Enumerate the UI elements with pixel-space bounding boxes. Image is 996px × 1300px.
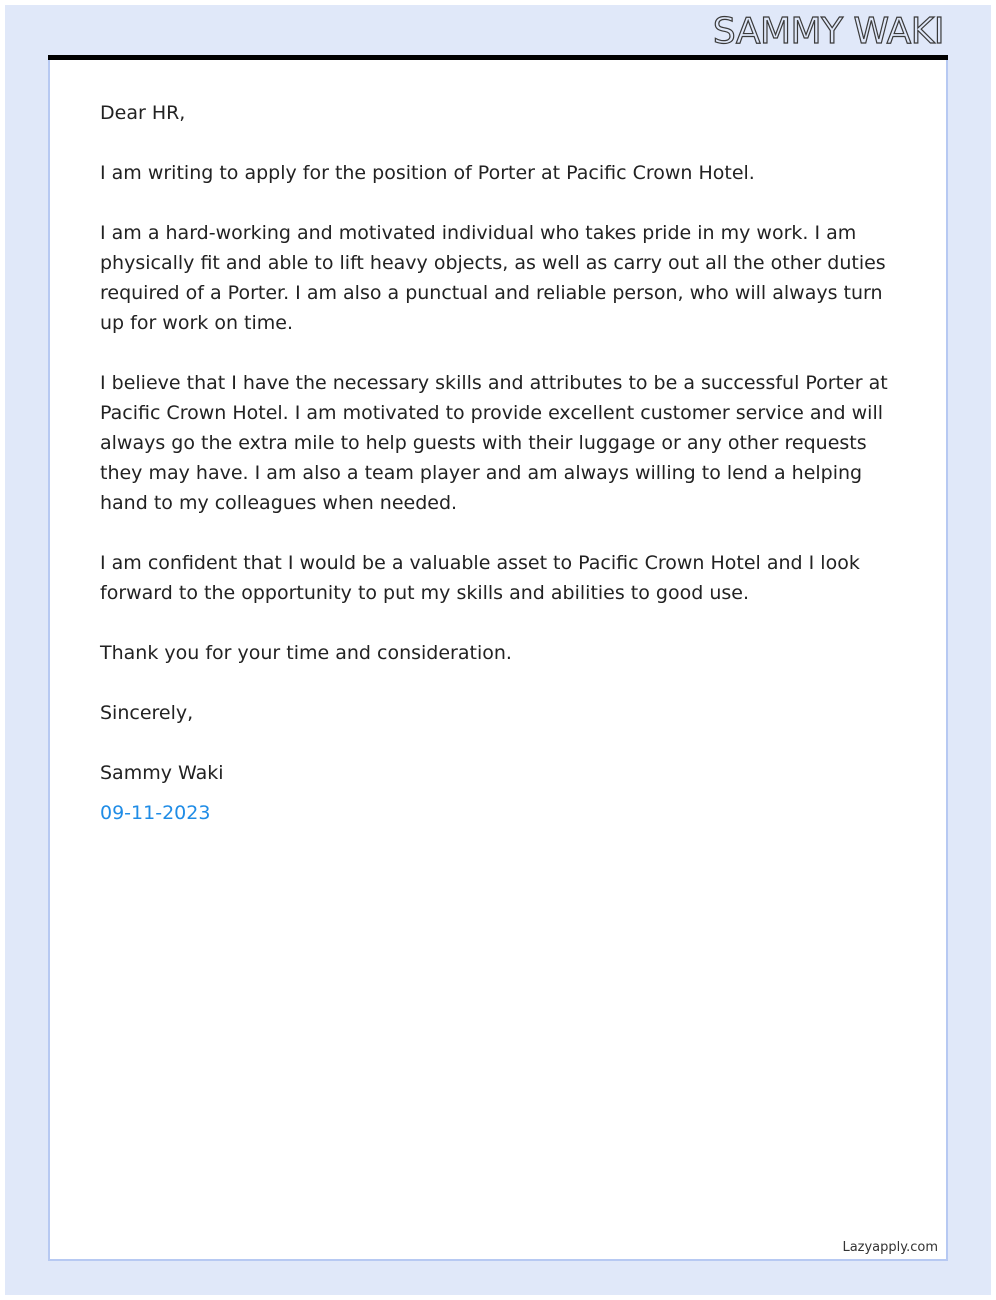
letter-page [48, 60, 948, 1261]
paragraph-intro: I am writing to apply for the position of Porter at Pacific Crown Hotel. [100, 162, 755, 184]
greeting: Dear HR, [100, 102, 186, 124]
footer-brand: Lazyapply.com [842, 1240, 938, 1255]
letter-date: 09-11-2023 [100, 802, 211, 824]
paragraph-qualities: I am a hard-working and motivated individual who takes pride in my work. I am physically fit and able to lift heavy objects, as well as carry out all the other duties required of a Porter. I am also a punctual and reliable person, who will always turn up for work on time. [100, 222, 886, 334]
paragraph-confidence: I am confident that I would be a valuable asset to Pacific Crown Hotel and I look forward to the opportunity to put my skills and abilities to good use. [100, 552, 860, 604]
applicant-name-header: SAMMY WAKI [712, 11, 944, 52]
paragraph-thanks: Thank you for your time and consideration. [100, 642, 512, 664]
signature-name: Sammy Waki [100, 762, 224, 784]
cover-letter-body [100, 98, 900, 828]
paragraph-skills: I believe that I have the necessary skills and attributes to be a successful Porter at Pacific Crown Hotel. I am motivated to provide excellent customer service and will always go the extra mile to help guests with their luggage or any other requests they may have. I am also a team player and am always willing to lend a helping hand to my colleagues when needed. [100, 372, 888, 514]
closing: Sincerely, [100, 702, 194, 724]
